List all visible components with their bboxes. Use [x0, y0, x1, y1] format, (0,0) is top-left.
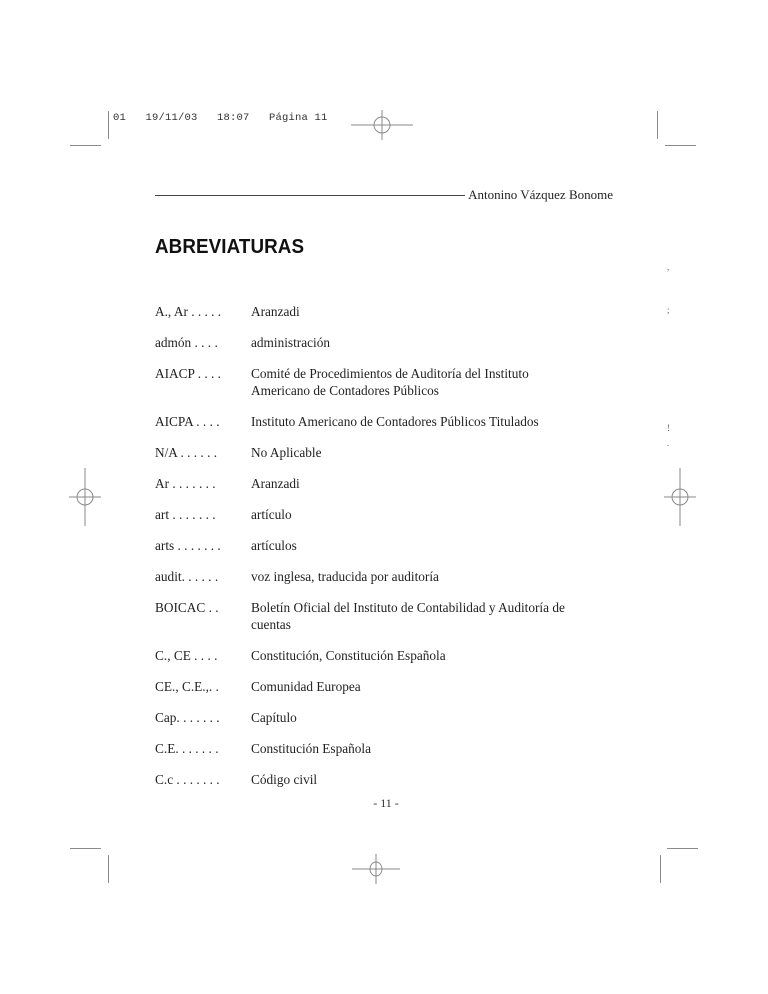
- list-item: [155, 365, 595, 399]
- list-item: [155, 475, 595, 492]
- abbreviation: C.c . . . . . . .: [155, 772, 220, 787]
- page-title: ABREVIATURAS: [155, 236, 305, 258]
- abbreviation: A., Ar . . . . .: [155, 304, 222, 319]
- crop-mark: [108, 111, 109, 139]
- list-item: [155, 599, 595, 633]
- definition: Constitución Española: [251, 741, 372, 756]
- list-item: [155, 506, 595, 523]
- crop-mark: [108, 855, 109, 883]
- list-item: [155, 413, 595, 430]
- crop-mark: [665, 145, 696, 146]
- list-item: [155, 740, 595, 757]
- list-item: [155, 303, 595, 320]
- definition: No Aplicable: [251, 445, 322, 460]
- list-item: [155, 771, 595, 788]
- stray-mark: ;: [667, 305, 670, 315]
- abbreviation: audit. . . . . .: [155, 569, 219, 584]
- page-number: - 11 -: [373, 796, 399, 810]
- abbreviation: admón . . . .: [155, 335, 218, 350]
- abbreviation: arts . . . . . . .: [155, 538, 221, 553]
- definition: Código civil: [251, 772, 318, 787]
- abbreviation: Cap. . . . . . .: [155, 710, 220, 725]
- list-item: [155, 647, 595, 664]
- list-item: [155, 537, 595, 554]
- crop-mark: [70, 145, 101, 146]
- list-item: [155, 444, 595, 461]
- abbreviation: CE., C.E.,. .: [155, 679, 219, 694]
- list-item: [155, 334, 595, 351]
- list-item: [155, 678, 595, 695]
- definition: Capítulo: [251, 710, 297, 725]
- registration-mark-icon: [352, 854, 400, 884]
- definition: artículo: [251, 507, 292, 522]
- stray-mark: !: [667, 423, 670, 433]
- definition: Aranzadi: [251, 304, 300, 319]
- running-head: [155, 187, 613, 203]
- definition: administración: [251, 335, 331, 350]
- header-rule: [155, 195, 465, 196]
- stray-mark: .: [667, 438, 670, 448]
- definition: voz inglesa, traducida por auditoría: [251, 569, 439, 584]
- definition: artículos: [251, 538, 297, 553]
- print-slug: 01 19/11/03 18:07 Página 11: [113, 112, 328, 124]
- list-item: [155, 568, 595, 585]
- abbreviation: art . . . . . . .: [155, 507, 216, 522]
- crop-mark: [667, 848, 698, 849]
- crop-mark: [70, 848, 101, 849]
- abbreviation: BOICAC . .: [155, 600, 219, 615]
- abbreviation: C.E. . . . . . .: [155, 741, 219, 756]
- registration-mark-icon: [664, 468, 696, 526]
- abbreviation: N/A . . . . . .: [155, 445, 218, 460]
- definition: Comunidad Europea: [251, 679, 361, 694]
- stray-mark: ,: [667, 262, 670, 272]
- crop-mark: [660, 855, 661, 883]
- definition: Instituto Americano de Contadores Públicos Titulados: [251, 414, 539, 429]
- abbreviation: AICPA . . . .: [155, 414, 220, 429]
- abbreviation: AIACP . . . .: [155, 366, 221, 381]
- author-name: Antonino Vázquez Bonome: [468, 187, 613, 202]
- definition: Comité de Procedimientos de Auditoría del Instituto Americano de Contadores Públicos: [251, 366, 529, 398]
- definition: Boletín Oficial del Instituto de Contabilidad y Auditoría de cuentas: [251, 600, 565, 632]
- crop-mark: [657, 111, 658, 139]
- registration-mark-icon: [69, 468, 101, 526]
- registration-mark-icon: [351, 110, 413, 140]
- abbreviation: C., CE . . . .: [155, 648, 218, 663]
- list-item: [155, 709, 595, 726]
- definition: Constitución, Constitución Española: [251, 648, 446, 663]
- abbreviation: Ar . . . . . . .: [155, 476, 216, 491]
- definition: Aranzadi: [251, 476, 300, 491]
- abbreviation-list: [155, 303, 595, 802]
